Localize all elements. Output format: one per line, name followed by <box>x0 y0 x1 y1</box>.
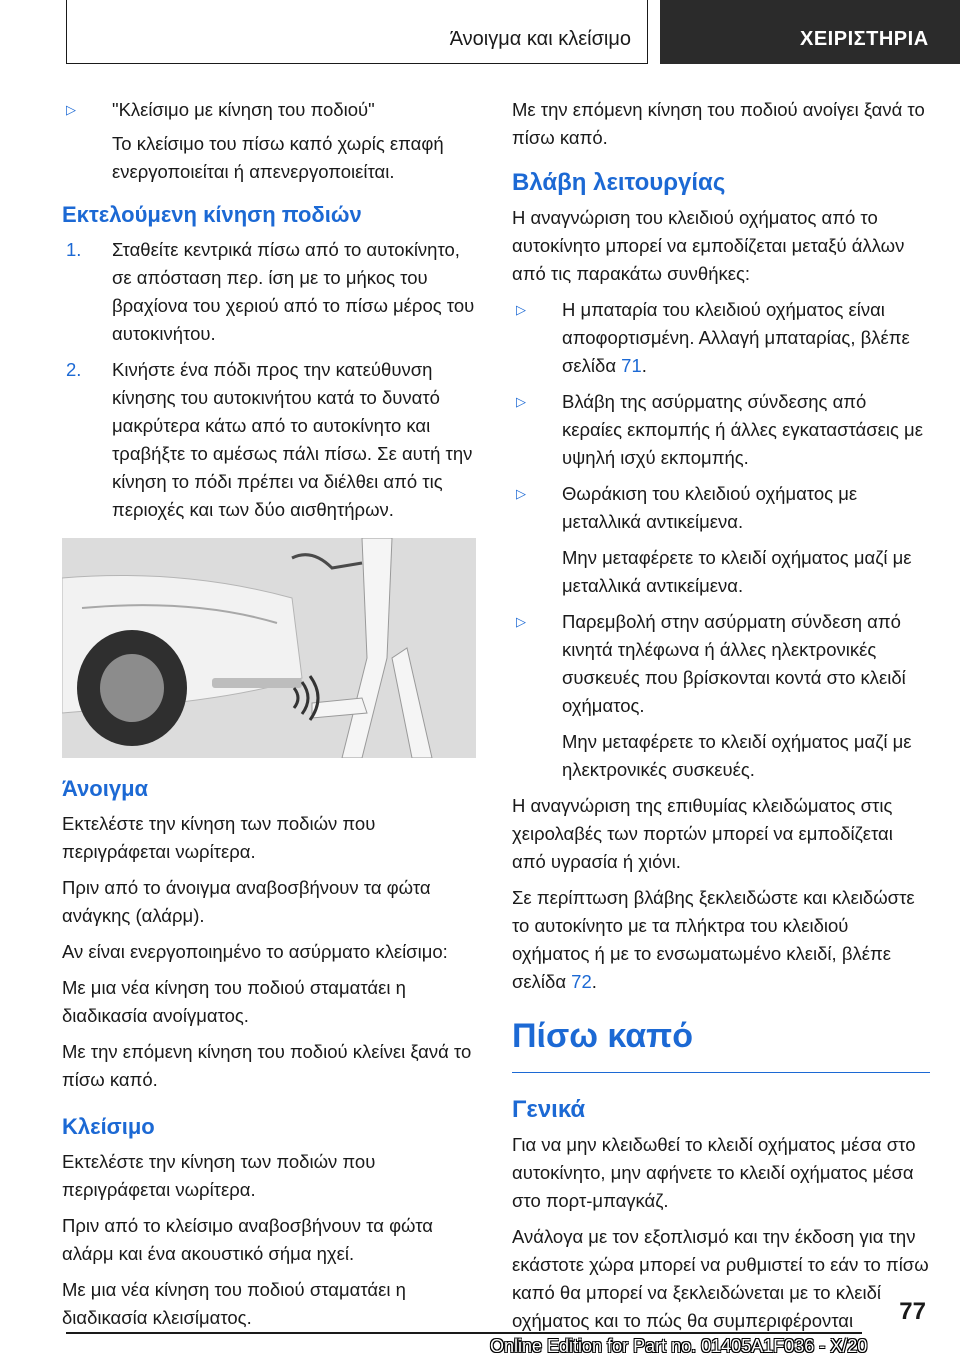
open-paragraph: Με μια νέα κίνηση του ποδιού σταματάει η διαδικασία ανοίγματος. <box>62 977 406 1026</box>
step-2 <box>62 356 476 524</box>
footer-divider <box>66 1332 862 1334</box>
open-paragraph: Πριν από το άνοιγμα αναβοσβήνουν τα φώτα ανάγκης (αλάρμ). <box>62 877 431 926</box>
triangle-bullet-icon: ▷ <box>66 102 76 117</box>
header-section-title: Άνοιγμα και κλείσιμο <box>449 28 631 50</box>
heading-close: Κλείσιμο <box>62 1114 155 1139</box>
open-paragraph: Με την επόμενη κίνηση του ποδιού κλείνει ξανά το πίσω καπό. <box>62 1041 472 1090</box>
bullet-text: Το κλείσιμο του πίσω καπό χωρίς επαφή ενεργοποιείται ή απενεργοποιείται. <box>112 133 444 182</box>
step-1 <box>62 236 476 348</box>
heading-fault: Βλάβη λειτουργίας <box>512 169 726 196</box>
bullet-interference <box>512 608 930 784</box>
triangle-bullet-icon: ▷ <box>516 486 526 501</box>
header-section-box <box>66 0 648 64</box>
general-paragraph: Για να μην κλειδωθεί το κλειδί οχήματος μέσα στο αυτοκίνητο, μην αφήνετε το κλειδί οχήματος μέσα στο πορτ-μπαγκάζ. <box>512 1134 916 1211</box>
heading-tailgate: Πίσω καπό <box>512 1014 930 1073</box>
intro-paragraph: Με την επόμενη κίνηση του ποδιού ανοίγει ξανά το πίσω καπό. <box>512 99 925 148</box>
car-foot-illustration <box>62 538 476 758</box>
close-paragraph: Εκτελέστε την κίνηση των ποδιών που περιγράφεται νωρίτερα. <box>62 1151 376 1200</box>
bullet-shield <box>512 480 930 600</box>
left-column <box>62 96 476 1340</box>
bullet-foot-close <box>62 96 476 186</box>
footer-edition: Online Edition for Part no. 01405A1F036 - X/20 <box>490 1336 868 1356</box>
heading-open: Άνοιγμα <box>62 776 149 801</box>
step-text: Σταθείτε κεντρικά πίσω από το αυτοκίνητο, σε απόσταση περ. ίση με το μήκος του βραχίονα του χεριού από το πίσω μέρος του αυτοκινήτου. <box>112 239 475 344</box>
bullet-subtext: Μην μεταφέρετε το κλειδί οχήματος μαζί με μεταλλικά αντικείμενα. <box>562 547 912 596</box>
fault-action-paragraph: Σε περίπτωση βλάβης ξεκλειδώστε και κλειδώστε το αυτοκίνητο με τα πλήκτρα του κλειδιού οχήματος ή με το ενσωματωμένο κλειδί, βλέπε σελίδα 72. <box>512 887 915 992</box>
bullet-subtext: Μην μεταφέρετε το κλειδί οχήματος μαζί με ηλεκτρονικές συσκευές. <box>562 731 912 780</box>
step-text: Κινήστε ένα πόδι προς την κατεύθυνση κίνησης του αυτοκινήτου κατά το δυνατό μακρύτερα κάτω από το αυτοκίνητο και τραβήξτε το αμέσως πάλι πίσω. Σε αυτή την κίνηση το πόδι πρέπει να διέλθει από τις περιοχές και των δύο αισθητήρων. <box>112 359 473 520</box>
bullet-title: "Κλείσιμο με κίνηση του ποδιού" <box>112 99 375 120</box>
bullet-text: Βλάβη της ασύρματης σύνδεσης από κεραίες εκπομπής ή άλλες εγκαταστάσεις με υψηλή ισχύ εκπομπής. <box>562 391 923 468</box>
triangle-bullet-icon: ▷ <box>516 302 526 317</box>
bullet-text: Παρεμβολή στην ασύρματη σύνδεση από κινητά τηλέφωνα ή άλλες ηλεκτρονικές συσκευές που βρίσκονται κοντά στο κλειδί οχήματος. <box>562 611 906 716</box>
bullet-battery: ▷ Η μπαταρία του κλειδιού οχήματος είναι αποφορτισμένη. Αλλαγή μπαταρίας, βλέπε σελίδα 71. <box>512 296 930 380</box>
bullet-text: Η μπαταρία του κλειδιού οχήματος είναι αποφορτισμένη. Αλλαγή μπαταρίας, βλέπε σελίδα <box>562 299 910 376</box>
bullet-text: Θωράκιση του κλειδιού οχήματος με μεταλλικά αντικείμενα. <box>562 483 858 532</box>
bullet-radio <box>512 388 930 472</box>
open-paragraph: Αν είναι ενεργοποιημένο το ασύρματο κλείσιμο: <box>62 941 448 962</box>
step-number: 2. <box>66 359 82 380</box>
open-paragraph: Εκτελέστε την κίνηση των ποδιών που περιγράφεται νωρίτερα. <box>62 813 376 862</box>
step-number: 1. <box>66 239 82 260</box>
illustration-foot-gesture <box>62 538 476 758</box>
triangle-bullet-icon: ▷ <box>516 614 526 629</box>
header-chapter-tab: ΧΕΙΡΙΣΤΗΡΙΑ <box>660 0 960 64</box>
fault-intro: Η αναγνώριση του κλειδιού οχήματος από το αυτοκίνητο μπορεί να εμποδίζεται μεταξύ άλλων από τις παρακάτω συνθήκες: <box>512 207 905 284</box>
right-column <box>512 96 930 1343</box>
close-paragraph: Με μια νέα κίνηση του ποδιού σταματάει η διαδικασία κλεισίματος. <box>62 1279 406 1328</box>
general-paragraph: Ανάλογα με τον εξοπλισμό και την έκδοση για την εκάστοτε χώρα μπορεί να ρυθμιστεί το εάν το πίσω καπό θα μπορεί να ξεκλειδώνεται με το κλειδί οχήματος και το πώς θα συμπεριφέρονται <box>512 1226 929 1331</box>
triangle-bullet-icon: ▷ <box>516 394 526 409</box>
page-link-71[interactable]: 71 <box>621 355 642 376</box>
fault-action-text: Σε περίπτωση βλάβης ξεκλειδώστε και κλειδώστε το αυτοκίνητο με τα πλήκτρα του κλειδιού οχήματος ή με το ενσωματωμένο κλειδί, βλέπε σελίδα <box>512 887 915 992</box>
page-link-72[interactable]: 72 <box>571 971 592 992</box>
heading-foot-motion: Εκτελούμενη κίνηση ποδιών <box>62 202 362 227</box>
heading-general: Γενικά <box>512 1096 586 1123</box>
page-number: 77 <box>899 1298 926 1325</box>
handles-paragraph: Η αναγνώριση της επιθυμίας κλειδώματος στις χειρολαβές των πορτών μπορεί να εμποδίζεται από υγρασία ή χιόνι. <box>512 795 893 872</box>
close-paragraph: Πριν από το κλείσιμο αναβοσβήνουν τα φώτα αλάρμ και ένα ακουστικό σήμα ηχεί. <box>62 1215 433 1264</box>
